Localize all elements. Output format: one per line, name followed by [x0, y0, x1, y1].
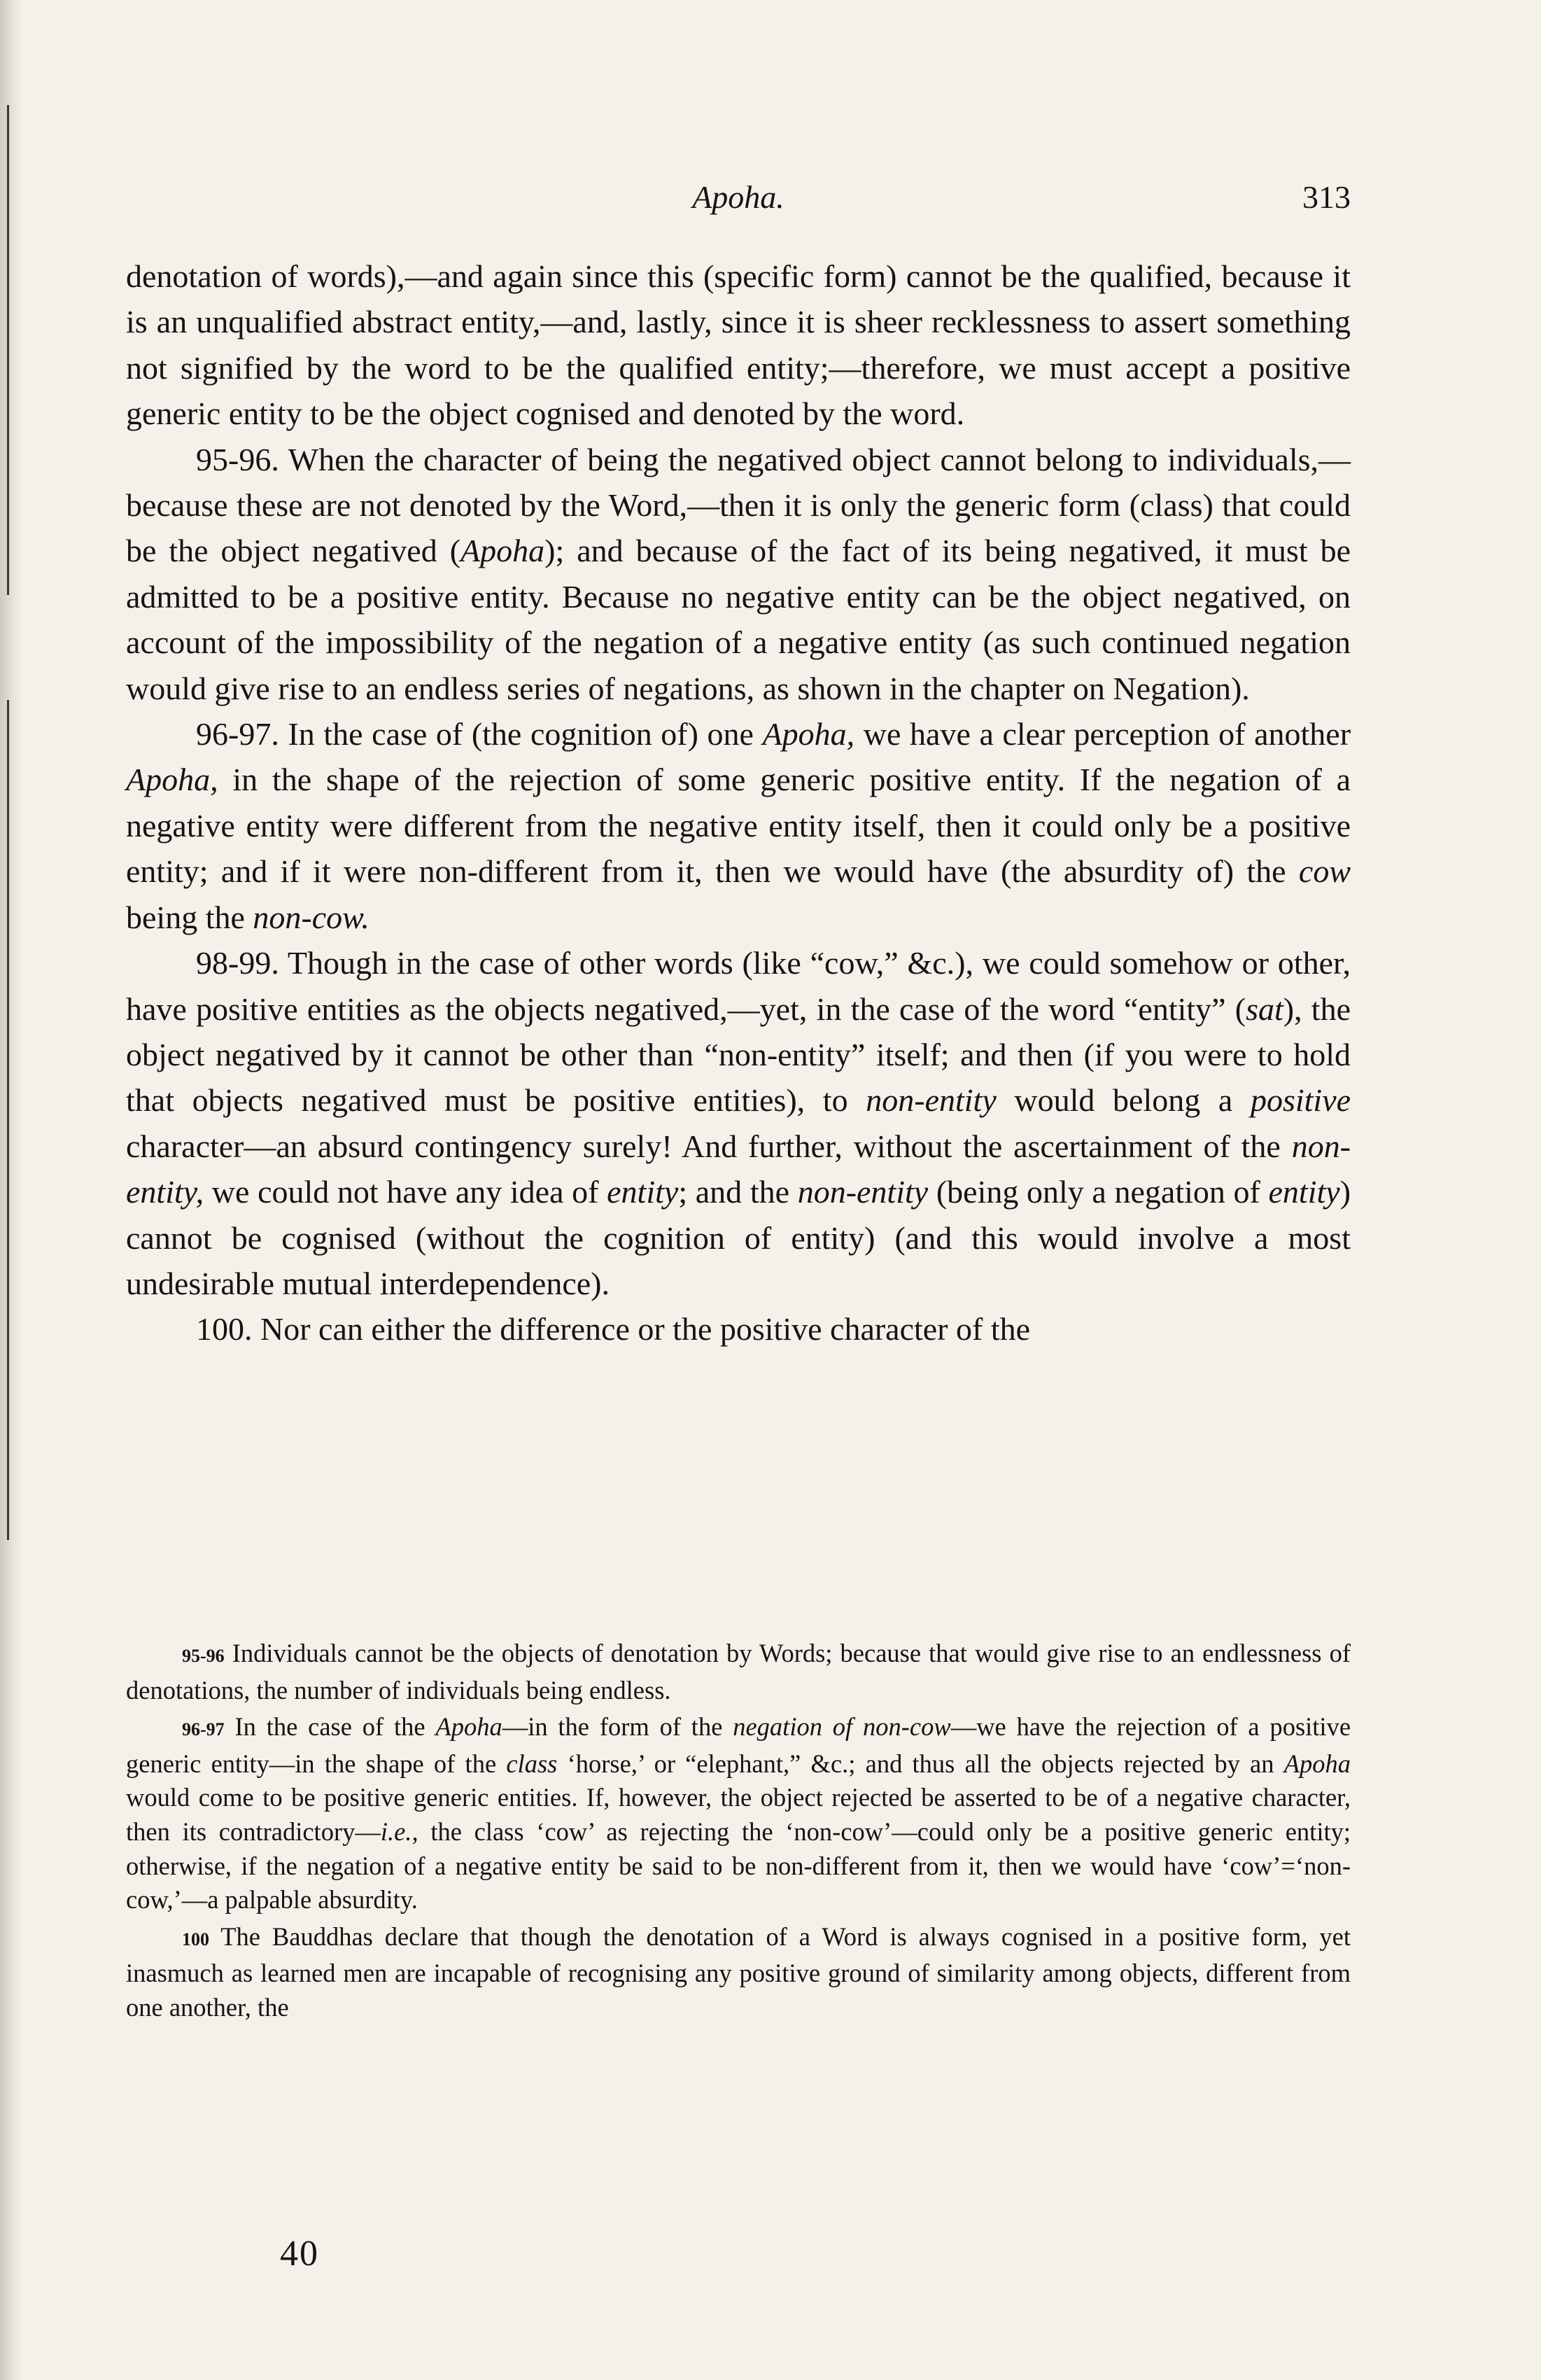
- footnote-ref: 100: [182, 1928, 209, 1949]
- verse-paragraph: 98-99. Though in the case of other words (like “cow,” &c.), we could somehow or other, have positive entities as the objects negatived,—yet, in the case of the word “entity” (sat), the object negatived by it cannot be other than “non-entity” itself; and then (if you were to hold that objects negatived must be positive entities), to non-entity would belong a positive character—an absurd contingency surely! And further, without the ascertainment of the non-entity, we could not have any idea of entity; and the non-entity (being only a negation of entity) cannot be cognised (without the cognition of entity) (and this would involve a most undesirable mutual interdependence).: [126, 945, 1351, 1301]
- verse-number: 98-99.: [196, 945, 279, 981]
- verse-number: 100.: [196, 1311, 253, 1348]
- footnote-ref: 96-97: [182, 1719, 225, 1740]
- running-title: Apoha.: [692, 179, 784, 215]
- footnote-ref: 95-96: [182, 1646, 225, 1666]
- scan-edge-line: [7, 700, 9, 1540]
- page-number: 313: [1302, 179, 1351, 215]
- scan-page-edge: [0, 0, 24, 2380]
- footnote: 96-97 In the case of the Apoha—in the form of the negation of non-cow—we have the rejection of a positive generic entity—in the shape of the class ‘horse,’ or “elephant,” &c.; and thus all the objects rejected by an Apoha would come to be positive generic entities. If, however, the object rejected be asserted to be of a negative character, then its contradictory—i.e., the class ‘cow’ as rejecting the ‘non-cow’—could only be a positive generic entity; otherwise, if the negation of a negative entity be said to be non-different from it, then we would have ‘cow’=‘non-cow,’—a palpable absurdity.: [126, 1712, 1351, 1914]
- verse-paragraph: 96-97. In the case of (the cognition of) one Apoha, we have a clear perception of another Apoha, in the shape of the rejection of some generic positive entity. If the negation of a negative entity were different from the negative entity itself, then it could only be a positive entity; and if it were non-different from it, then we would have (the absurdity of) the cow being the non-cow.: [126, 716, 1351, 935]
- signature-mark: 40: [280, 2234, 319, 2274]
- verse-number: 95-96.: [196, 441, 279, 477]
- scan-edge-line: [7, 105, 9, 595]
- paragraph: denotation of words),—and again since this (specific form) cannot be the qualified, because it is an unqualified abstract entity,—and, lastly, since it is sheer recklessness to assert something not signified by the word to be the qualified entity;—therefore, we must accept a positive generic entity to be the object cognised and denoted by the word.: [126, 258, 1351, 432]
- main-text: [126, 253, 1351, 1352]
- footnotes: [126, 1637, 1351, 2025]
- page-header: [126, 178, 1351, 220]
- footnote: 95-96 Individuals cannot be the objects of denotation by Words; because that would give rise to an endlessness of denotations, the number of individuals being endless.: [126, 1639, 1351, 1704]
- footnote: 100 The Bauddhas declare that though the denotation of a Word is always cognised in a positive form, yet inasmuch as learned men are incapable of recognising any positive ground of similarity among objects, different from one another, the: [126, 1921, 1351, 2022]
- verse-paragraph: 95-96. When the character of being the negatived object cannot belong to individuals,—because these are not denoted by the Word,—then it is only the generic form (class) that could be the object negatived (Apoha); and because of the fact of its being negatived, it must be admitted to be a positive entity. Because no negative entity can be the object negatived, on account of the impossibility of the negation of a negative entity (as such continued negation would give rise to an endless series of negations, as shown in the chapter on Negation).: [126, 441, 1351, 706]
- verse-number: 96-97.: [196, 716, 279, 752]
- verse-paragraph: 100. Nor can either the difference or the positive character of the: [196, 1311, 1031, 1348]
